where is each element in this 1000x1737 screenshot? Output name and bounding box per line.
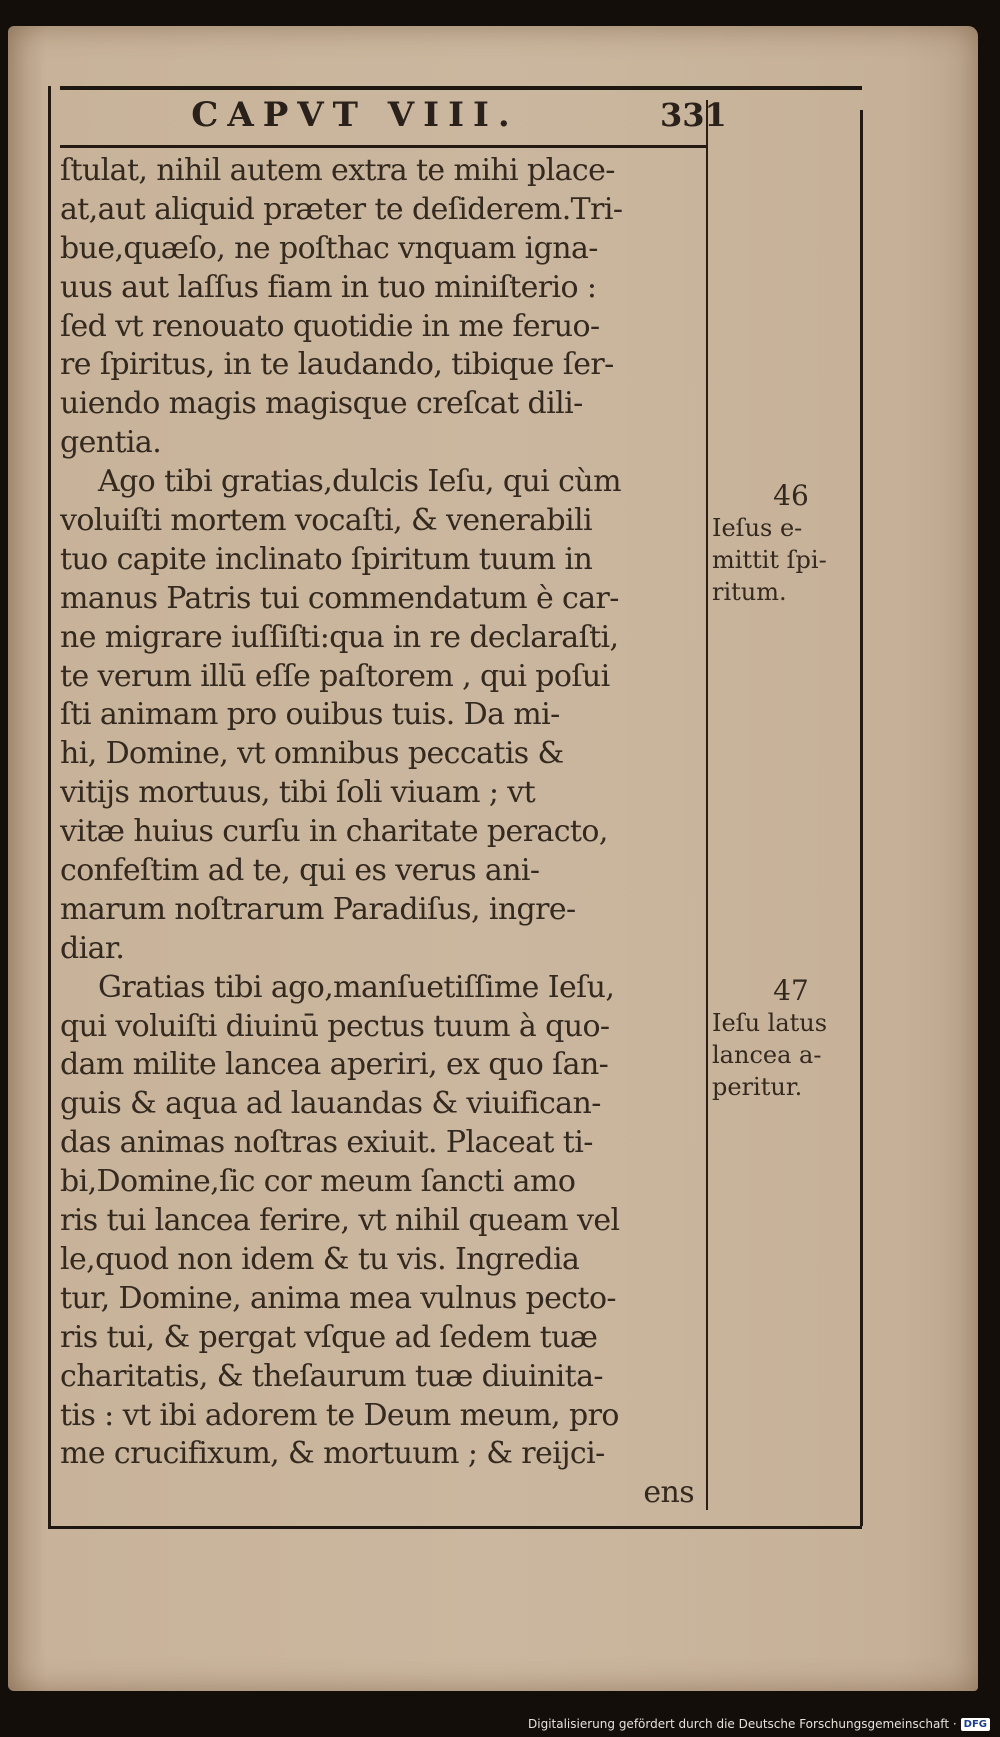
- text-line: uiendo magis magisque creſcat dili-: [60, 386, 583, 422]
- margin-note-line: Ieſu latus: [712, 1009, 828, 1037]
- text-line: ſti animam pro ouibus tuis. Da mi-: [60, 697, 560, 733]
- text-line: guis & aqua ad lauandas & viuifican-: [60, 1086, 601, 1122]
- text-line: tis : vt ibi adorem te Deum meum, pro: [60, 1397, 619, 1433]
- page-number: 331: [660, 96, 727, 134]
- text-line: dam milite lancea aperiri, ex quo ſan-: [60, 1047, 609, 1083]
- frame-column-rule: [706, 100, 708, 1510]
- text-line: marum noſtrarum Paradiſus, ingre-: [60, 891, 576, 927]
- margin-note-line: mittit ſpi-: [712, 546, 827, 574]
- text-line: hi, Domine, vt omnibus peccatis &: [60, 736, 564, 772]
- text-line: te verum illū eſſe paſtorem , qui poſui: [60, 658, 610, 694]
- text-line: ſtulat, nihil autem extra te mihi place-: [60, 153, 615, 188]
- digitization-credit: [528, 1717, 990, 1731]
- text-line: bue,quæſo, ne poſthac vnquam igna-: [60, 230, 598, 266]
- text-line: vitijs mortuus, tibi ſoli viuam ; vt: [60, 775, 536, 811]
- text-line: qui voluiſti diuinū pectus tuum à quo-: [60, 1008, 610, 1044]
- credit-text: Digitalisierung gefördert durch die Deutsche Forschungsgemeinschaft ·: [528, 1717, 957, 1731]
- margin-note-line: peritur.: [712, 1073, 803, 1101]
- margin-note-line: lancea a-: [712, 1041, 822, 1069]
- frame-bottom-rule: [48, 1526, 862, 1529]
- margin-note-number: 46: [773, 479, 809, 512]
- frame-top-rule: [60, 86, 862, 90]
- text-line: vitæ huius curſu in charitate peracto,: [60, 814, 608, 850]
- margin-note-47: [712, 975, 860, 1103]
- margin-note-line: ritum.: [712, 578, 787, 606]
- text-line: gentia.: [60, 425, 162, 461]
- running-head-title: CAPVT VIII.: [191, 95, 519, 135]
- text-line: uus aut laſſus fiam in tuo miniſterio :: [60, 269, 597, 305]
- text-line: bi,Domine,ſic cor meum ſancti amo: [60, 1164, 576, 1200]
- text-line: charitatis, & theſaurum tuæ diuinita-: [60, 1358, 603, 1394]
- frame-left-rule: [48, 86, 51, 1528]
- margin-note-line: Ieſus e-: [712, 514, 803, 542]
- margin-note-number: 47: [773, 974, 809, 1007]
- text-line: Gratias tibi ago,manſuetiſſime Ieſu,: [98, 969, 615, 1005]
- text-line: ſed vt renouato quotidie in me feruo-: [60, 308, 600, 344]
- text-line: diar.: [60, 930, 125, 966]
- text-line: me crucifixum, & mortuum ; & reijci-: [60, 1436, 605, 1472]
- text-line: tuo capite inclinato ſpiritum tuum in: [60, 541, 593, 577]
- text-line: le,quod non idem & tu vis. Ingredia: [60, 1241, 580, 1277]
- text-line: Ago tibi gratias,dulcis Ieſu, qui cùm: [98, 464, 621, 500]
- header-rule: [60, 145, 706, 148]
- frame-right-rule: [860, 110, 863, 1526]
- text-line: at,aut aliquid præter te deſiderem.Tri-: [60, 191, 623, 227]
- text-line: confeſtim ad te, qui es verus ani-: [60, 853, 540, 889]
- text-line: ens: [643, 1475, 694, 1511]
- text-line: ris tui, & pergat vſque ad ſedem tuæ: [60, 1319, 598, 1355]
- text-line: voluiſti mortem vocaſti, & venerabili: [60, 503, 593, 539]
- dfg-logo: DFG: [961, 1718, 990, 1731]
- text-line: ne migrare iuſſiſti:qua in re declaraſti,: [60, 619, 619, 655]
- main-text-column: [60, 152, 702, 1513]
- text-line: tur, Domine, anima mea vulnus pecto-: [60, 1280, 616, 1316]
- text-line: ris tui lancea ferire, vt nihil queam vel: [60, 1203, 620, 1239]
- text-line: das animas noſtras exiuit. Placeat ti-: [60, 1125, 593, 1161]
- text-line: re ſpiritus, in te laudando, tibique ſer-: [60, 347, 614, 383]
- text-line: manus Patris tui commendatum è car-: [60, 580, 619, 616]
- margin-note-46: [712, 480, 860, 608]
